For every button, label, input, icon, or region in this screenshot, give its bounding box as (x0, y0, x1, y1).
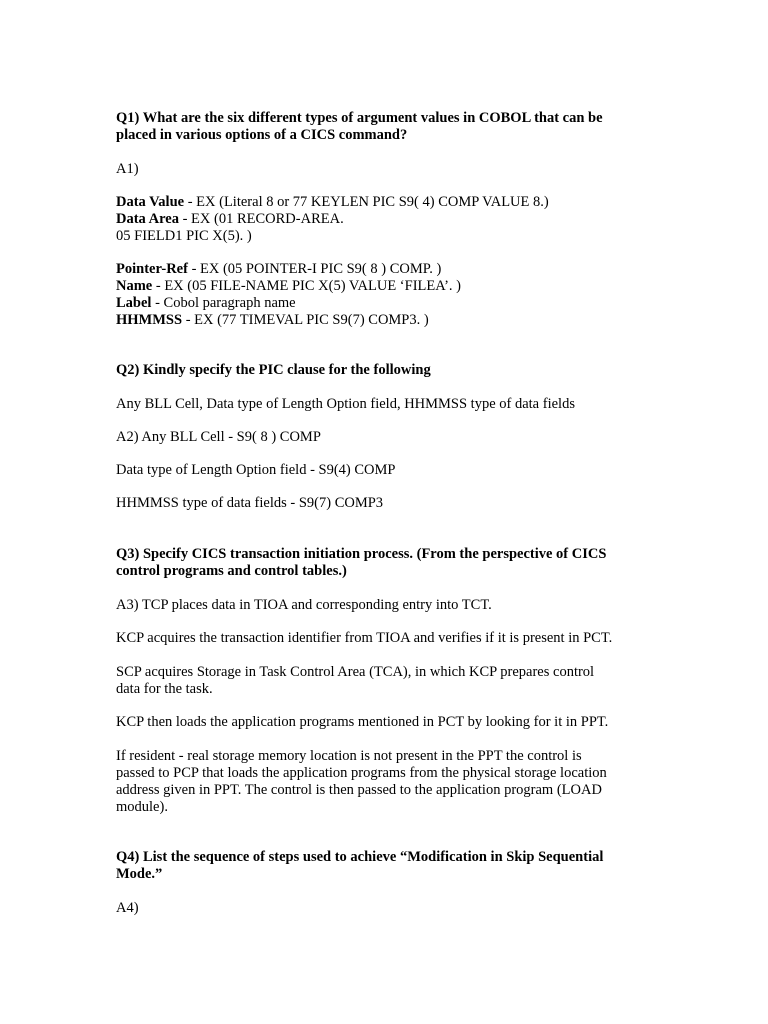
q2-prompt: Any BLL Cell, Data type of Length Option field, HHMMSS type of data fields (116, 396, 575, 412)
q1-item-data-area-cont (116, 228, 676, 245)
term-text: - EX (05 POINTER-I PIC S9( 8 ) COMP. ) (187, 261, 442, 277)
q2-answer-line-3: HHMMSS type of data fields - S9(7) COMP3 (116, 495, 384, 511)
term-text: - EX (77 TIMEVAL PIC S9(7) COMP3. ) (182, 312, 429, 328)
term: Label (116, 295, 152, 311)
q1-item-data-area (116, 211, 676, 228)
q4-question-line-1: Q4) List the sequence of steps used to achieve “Modification in Skip Sequential (116, 849, 604, 865)
q1-answer-label: A1) (116, 161, 139, 177)
term: Data Value (116, 194, 185, 210)
q2-answer-line-1: A2) Any BLL Cell - S9( 8 ) COMP (116, 429, 321, 445)
term: HHMMSS (116, 312, 183, 328)
q3-paragraph-2: KCP acquires the transaction identifier from TIOA and verifies if it is present in PCT. (116, 630, 613, 646)
q3-paragraph-5-line-3: address given in PPT. The control is then passed to the application program (LOAD (116, 782, 602, 798)
term-text: - EX (Literal 8 or 77 KEYLEN PIC S9( 4) COMP VALUE 8.) (184, 194, 549, 210)
term-text: 05 FIELD1 PIC X(5). ) (116, 228, 252, 244)
q2-question: Q2) Kindly specify the PIC clause for the following (116, 362, 431, 378)
q3-paragraph-5-line-2: passed to PCP that loads the application programs from the physical storage location (116, 765, 607, 781)
q1-item-label (116, 295, 676, 312)
q3-question-line-1: Q3) Specify CICS transaction initiation process. (From the perspective of CICS (116, 546, 607, 562)
q2-answer-line-2: Data type of Length Option field - S9(4) COMP (116, 462, 396, 478)
q3-paragraph-3-line-2: data for the task. (116, 681, 213, 697)
q3-question-line-2: control programs and control tables.) (116, 563, 347, 579)
q4-answer-label: A4) (116, 900, 139, 916)
term: Name (116, 278, 153, 294)
q3-paragraph-1: A3) TCP places data in TIOA and corresponding entry into TCT. (116, 597, 492, 613)
term-text: - Cobol paragraph name (151, 295, 296, 311)
q1-question-line-2: placed in various options of a CICS command? (116, 127, 408, 143)
q3-paragraph-4: KCP then loads the application programs mentioned in PCT by looking for it in PPT. (116, 714, 609, 730)
term: Pointer-Ref (116, 261, 188, 277)
term-text: - EX (01 RECORD-AREA. (178, 211, 344, 227)
q1-item-name (116, 278, 676, 295)
term-text: - EX (05 FILE-NAME PIC X(5) VALUE ‘FILEA’. ) (152, 278, 462, 294)
q3-paragraph-5-line-4: module). (116, 799, 168, 815)
q1-item-pointer-ref (116, 261, 676, 278)
q1-item-hhmmss (116, 312, 676, 329)
term: Data Area (116, 211, 179, 227)
q3-paragraph-3-line-1: SCP acquires Storage in Task Control Area (TCA), in which KCP prepares control (116, 664, 595, 680)
q1-item-data-value (116, 194, 676, 211)
q1-question-line-1: Q1) What are the six different types of argument values in COBOL that can be (116, 110, 603, 126)
q3-paragraph-5-line-1: If resident - real storage memory location is not present in the PPT the control is (116, 748, 582, 764)
q4-question-line-2: Mode.” (116, 866, 163, 882)
